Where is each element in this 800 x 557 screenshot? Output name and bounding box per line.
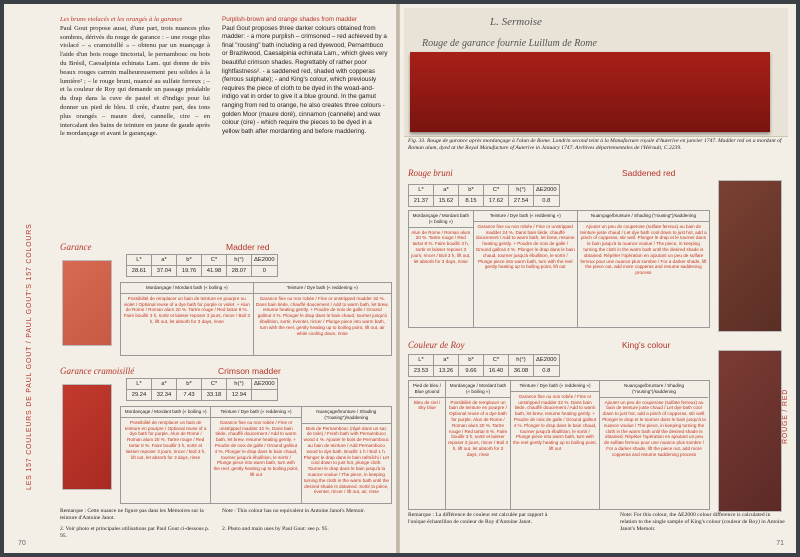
- cie-head: b*: [177, 255, 202, 266]
- cie-value: 0.8: [534, 366, 560, 377]
- cie-value-row: [409, 366, 560, 377]
- cie-head: C*: [484, 355, 509, 366]
- section-en-title: Crimson madder: [218, 366, 281, 376]
- running-side-label: LES 157 COULEURS DE PAUL GOUT / PAUL GOUT'S 157 COLOURS: [26, 223, 33, 490]
- ground-cell: [409, 381, 446, 509]
- cie-head: a*: [434, 185, 459, 196]
- cie-head: a*: [152, 379, 177, 390]
- cie-head: h(°): [509, 185, 534, 196]
- figure-caption: Fig. 33. Rouge de garance après mordançage à l'alun de Rome. Londrin second teint à la Manufacture royale d'Auterive en janvier 1747. Madder red on a mordant of Roman alum, dyed at the Royal Manufacture of Auterive in January 1747. Archives départementales de l'Hérault, C.2239.: [408, 138, 782, 151]
- shading-text: Ajouter un peu de couperose (sulfate ferreux) au bain de teinture juste chaud / Let dye bath cool down to just hot, add a pinch of copperas, stir well. Plonger le drap et le tourner dans le bain jusqu'à la nuance voulue / The piece, in keeping turning the cloth in the warm bath until the desired shade is obtained. Répéter l'opération en ajoutant un peu de sulfate ferreux pour une nuance plus sombre / For a darker shade, lift the piece out, add more copperas and resume saddening process: [580, 223, 707, 276]
- section-en-title: Madder red: [226, 242, 270, 252]
- mordant-head: Mordançage / Mordant bath (« boiling »): [121, 283, 253, 294]
- cie-value: 29.24: [127, 390, 152, 401]
- cie-head-row: [409, 185, 560, 196]
- recipe-table: [120, 282, 392, 356]
- cie-value: 16.40: [484, 366, 509, 377]
- ground-head: Pied de bleu / Blue ground: [409, 381, 445, 398]
- cie-table: [408, 184, 560, 207]
- cie-head: C*: [202, 379, 227, 390]
- photo-inscription: Rouge de garance fournie Luillum de Rome: [422, 38, 597, 49]
- mordant-cell: [409, 211, 474, 327]
- remark-en: Note: For this colour, the ΔE2000 colour difference is calculated in relation to the single sample of King's colour (couleur de Roy) in Antoine Janot's Memoir.: [620, 512, 785, 532]
- fr-text: Paul Gout propose aussi, d'une part, trois nuances plus sombres, dérivés du rouge de garance : – une rouge plus violacé – « cramoisillé » – obtenu par un nuançage à l'aide d'un bois rouge tinctorial, le pernambouc ou bois du Brésil, Caesalpinia echinata Lam. qui donne de très beaux rouges carmin malheureusement peu solides à la lumière² ; – le rouge bruni, nuancé au sulfate ferreux ; – et la couleur de Roy qui demande un passage préalable du drap dans la cuve de pastel et d'indigo pour lui donner un pied de bleu. Il crée, d'autre part, des tons plus orangés – maure doré, cannelle, cire – en intercalant des bains de teinture en jaune de gaude après le mordançage et avant le garançage.: [60, 24, 210, 138]
- cie-value: 33.18: [202, 390, 227, 401]
- dye-text: Garance fine ou non robée / Fine or unstripped madder 32 %. Dans bain tiède, chauffé doucement / Add to warm bath, let brew, resume heating gently. + Poudre de noix de galle / Ground gallnut 4 %. Plonger le drap dans le bain chaud, tourner jusqu'à ébullition, sortir, éventer, rincer / Plunge piece into warm bath, turn with the reel, gently heating up to boiling point, lift out, air while cooling down, rinse: [255, 295, 389, 336]
- recipe-table: [408, 210, 710, 328]
- shading-cell: [302, 407, 391, 503]
- fabric-swatch: [62, 384, 112, 490]
- en-column: [222, 16, 388, 136]
- section-fr-title: Garance cramoisillé: [60, 366, 135, 376]
- shading-head: Nuançage/brunture / Shading ("rousing")/saddening: [302, 407, 391, 424]
- cie-value: 28.07: [227, 266, 252, 277]
- cie-value: 13.26: [434, 366, 459, 377]
- remark-en: Note : This colour has no equivalent in Antoine Janot's Memoir.: [222, 508, 366, 514]
- mordant-cell: [446, 381, 511, 509]
- footnote-en: 2. Photo and main uses by Paul Gout: see p. 95.: [222, 526, 329, 532]
- dye-text: Garance fine ou non robée / Fine or unstripped madder 24 %. Dans bain tiède, chauffé doucement / Add to warm bath, let brew, resume heating gently. + Poudre de noix de galle / Ground gallnut 4 %. Plonger le drap dans le bain chaud, tourner jusqu'à ébullition, le sortir / Plunge piece into warm bath, turn with the reel gently heating up to boiling point, lift out: [475, 223, 575, 270]
- cie-value: 37.04: [152, 266, 177, 277]
- recipe-table: [408, 380, 710, 510]
- cie-value: 0: [252, 266, 278, 277]
- cie-value: 21.37: [409, 196, 434, 207]
- cie-head: L*: [409, 185, 434, 196]
- mordant-text: Possibilité de remplacer un bain de teinture en pourpre / Optional reuse of a dye bath for purple. Alun de Rome / Roman alum 20 %. Tartre rouge / Red tartar 8 %. Faire bouillir 3 h, sortir et laisser reposer 3 jours, rincer / Boil 3 h, lift out, let absorb for 3 days, rinse: [448, 399, 508, 457]
- page-number: 71: [776, 540, 784, 547]
- dye-text: Garance fine ou non robée / Fine or unstripped madder 32 %. Dans bain tiède, chauffé doucement / Add to warm bath, let brew, resume heating gently. + Poudre de noix de galle / Ground gallnut 4 %. Plonger le drap dans le bain chaud, tourner jusqu'à ébullition, le sortir / Plunge piece into warm bath, turn with the reel, gently heating up to boiling point, lift out: [213, 419, 299, 477]
- mordant-text: Possibilité de remplacer un bain de teinture en pourpre ou violet / Optional reuse of a dye bath for purple or violet. + Alun de Rome / Roman alum 20 %. Tartre rouge / Red tartar 8 %. Faire bouillir 3 h, sortir et laisser reposer 3 jours, rincer / Boil 3 h, lift out, let absorb for 3 days, rinse: [123, 295, 250, 324]
- cie-head: b*: [459, 185, 484, 196]
- cie-value: 27.54: [509, 196, 534, 207]
- shading-head: Nuançage/brunture / Shading ("rousing")/saddening: [600, 381, 708, 398]
- cie-head: C*: [202, 255, 227, 266]
- en-text: Paul Gout proposes three darker colours obtained from madder: - a more purplish – crimsoned – red achieved by a final "rousing" bath including a red dyewood, Pernambuco or Brazilwood, Caesalpinia echinata Lam., which gives very beautiful crimson shades. Regrettably of rather poor lightfastness². - a saddened red, shaded with copperas (ferrous sulphate); - and King's colour, which previously requires the piece of cloth to be dyed in the woad-and-indigo vat in order to give it a blue ground. In the gamut ranging from red to orange, he also creates three colours - golden Moor (maure doré), cinnamon (cannelle) and wax colour (cire) - which require the pieces to be dyed in a yellow bath after mordanting and before maddering.: [222, 24, 388, 135]
- cie-head: ΔE2000: [534, 355, 560, 366]
- cie-value: 19.76: [177, 266, 202, 277]
- dye-head: Teinture / Dye bath (« reddening »): [211, 407, 300, 418]
- mordant-head: Mordançage / Mordant bath (« boiling »): [446, 381, 510, 398]
- mordant-cell: [121, 283, 254, 355]
- mordant-text: Alun de Rome / Roman alum 20 %. Tartre rouge / Red tartar 8 %. Faire bouillir 3 h, sortir et laisser reposer 3 jours, rincer / Boil 3 h, lift out, let absorb for 3 days, rinse: [411, 229, 471, 264]
- fabric-swatch: [62, 260, 112, 346]
- cie-head: ΔE2000: [252, 255, 278, 266]
- dye-head: Teinture / Dye bath (« reddening »): [511, 381, 599, 392]
- cie-head: b*: [177, 379, 202, 390]
- section-fr-title: Rouge bruni: [408, 168, 453, 178]
- section-en-title: Saddened red: [622, 168, 676, 178]
- cie-head: ΔE2000: [252, 379, 278, 390]
- remark-fr: Remarque : La différence de couleur est calculée par rapport à l'unique échantillon de couleur de Roy d'Antoine Janot.: [408, 512, 548, 525]
- dye-cell: [211, 407, 301, 503]
- cie-value-row: [127, 390, 278, 401]
- left-page: [4, 4, 397, 553]
- cie-value: 32.34: [152, 390, 177, 401]
- section-fr-title: Garance: [60, 242, 92, 252]
- cie-head: C*: [484, 185, 509, 196]
- running-side-label: ROUGE / RED: [782, 388, 789, 444]
- cie-head: h(°): [227, 255, 252, 266]
- shading-text: Bois de Pernambouc (râpé dans un sac de toile) / Fresh bath with Pernambuco wood 4 %. Ajouter le bois de Pernambouc au bain de teinture / Add Pernambuco wood to dye bath. Bouillir 1 h / Boil 1 h. Plonger le drap dans le bain rafraîchi / Let cool down to just hot, plunge cloth. Tourner le drap dans le bain jusqu'à la nuance voulue / The piece, in keeping turning the cloth in the warm bath until the desired shade is obtained. Sortir la pièce, éventer, rincer / lift out, air, rinse: [303, 425, 389, 495]
- cie-value: 7.43: [177, 390, 202, 401]
- mordant-head: Mordançage / Mordant bath (« boiling »): [409, 211, 473, 228]
- cie-value: 15.62: [434, 196, 459, 207]
- section-fr-title: Couleur de Roy: [408, 340, 465, 350]
- fr-heading: Les bruns violacés et les orangés à la garance: [60, 16, 183, 23]
- cie-head-row: [127, 255, 278, 266]
- cie-head: ΔE2000: [534, 185, 560, 196]
- dye-text: Garance fine ou non robée / Fine or unstripped madder 32 %. Dans bain tiède, chauffé doucement / Add to warm bath, let brew, resume heating gently. + Poudre de noix de galle / Ground gallnut 4 %. Plonger le drap dans le bain chaud, tourner jusqu'à ébullition, le sortir / Plunge piece into warm bath, turn with the reel gently heating up to boiling point, lift out: [513, 393, 597, 451]
- page-number: 70: [18, 540, 26, 547]
- cie-table: [126, 254, 278, 277]
- cie-head: b*: [459, 355, 484, 366]
- cie-table: [408, 354, 560, 377]
- recipe-table: [120, 406, 392, 504]
- cie-value-row: [409, 196, 560, 207]
- en-heading: Purplish-brown and orange shades from madder: [222, 16, 358, 23]
- dye-head: Teinture / Dye bath (« reddening »): [254, 283, 391, 294]
- cie-value: 17.62: [484, 196, 509, 207]
- cie-value: 28.61: [127, 266, 152, 277]
- dye-cell: [254, 283, 391, 355]
- cie-value: 36.08: [509, 366, 534, 377]
- cie-value: [252, 390, 278, 401]
- cie-value: 41.98: [202, 266, 227, 277]
- dye-head: Teinture / Dye bath (« reddening »): [474, 211, 577, 222]
- footnote-fr: 2. Voir photo et principales utilisations par Paul Gout ci-dessous p. 95.: [60, 526, 210, 539]
- cie-head: a*: [152, 255, 177, 266]
- mordant-head: Mordançage / Mordant bath (« boiling »): [121, 407, 210, 418]
- cie-value: 12.94: [227, 390, 252, 401]
- cie-value: 0.8: [534, 196, 560, 207]
- fr-column: [60, 16, 210, 139]
- ground-text: Bleu de ciel / Sky blue: [413, 399, 441, 411]
- section-en-title: King's colour: [622, 340, 671, 350]
- shading-cell: [600, 381, 708, 509]
- dye-cell: [474, 211, 578, 327]
- shading-head: Nuançage/brunture / Shading ("rousing")/saddening: [578, 211, 709, 222]
- cie-table: [126, 378, 278, 401]
- cie-head: h(°): [509, 355, 534, 366]
- cie-value: 23.53: [409, 366, 434, 377]
- cie-head-row: [409, 355, 560, 366]
- cie-head: L*: [409, 355, 434, 366]
- right-page: [400, 4, 796, 553]
- shading-cell: [578, 211, 709, 327]
- fabric-sample: [410, 52, 770, 132]
- dye-cell: [511, 381, 600, 509]
- fabric-swatch: [718, 180, 782, 332]
- cie-head-row: [127, 379, 278, 390]
- mordant-cell: [121, 407, 211, 503]
- mordant-text: Possibilité de remplacer un bain de teinture en pourpre / Optional reuse of a dye bath for purple. Alun de Rome / Roman alum 20 %. Tartre rouge / Red tartar 8 %. Faire bouillir 3 h, sortir et laisser reposer 3 jours, rincer / Boil 3 h, lift out, let absorb for 3 days, rinse: [124, 419, 207, 460]
- remark-fr: Remarque : Cette nuance ne figure pas dans les Mémoires sur la teinture d'Antoine Janot.: [60, 508, 204, 521]
- shading-text: Ajouter un peu de couperose (sulfate ferreux) au bain de teinture juste chaud / Let dye bath cool down to just hot, add a pinch of copperas, stir well. Plonger le drap et le tourner dans le bain jusqu'à la nuance voulue / The piece, in keeping turning the cloth in the warm bath until the desired shade is obtained. Répéter l'opération en ajoutant un peu de sulfate ferreux pour une nuance plus sombre / For a darker shade, lift the piece out, add more copperas and resume saddening process: [602, 399, 706, 457]
- cie-value-row: [127, 266, 278, 277]
- photo-inscription: L. Sermoise: [490, 16, 542, 28]
- archive-photo: [404, 8, 788, 137]
- cie-value: 8.15: [459, 196, 484, 207]
- fabric-swatch: [718, 350, 782, 512]
- cie-head: a*: [434, 355, 459, 366]
- cie-head: L*: [127, 379, 152, 390]
- cie-value: 9.66: [459, 366, 484, 377]
- cie-head: h(°): [227, 379, 252, 390]
- cie-head: L*: [127, 255, 152, 266]
